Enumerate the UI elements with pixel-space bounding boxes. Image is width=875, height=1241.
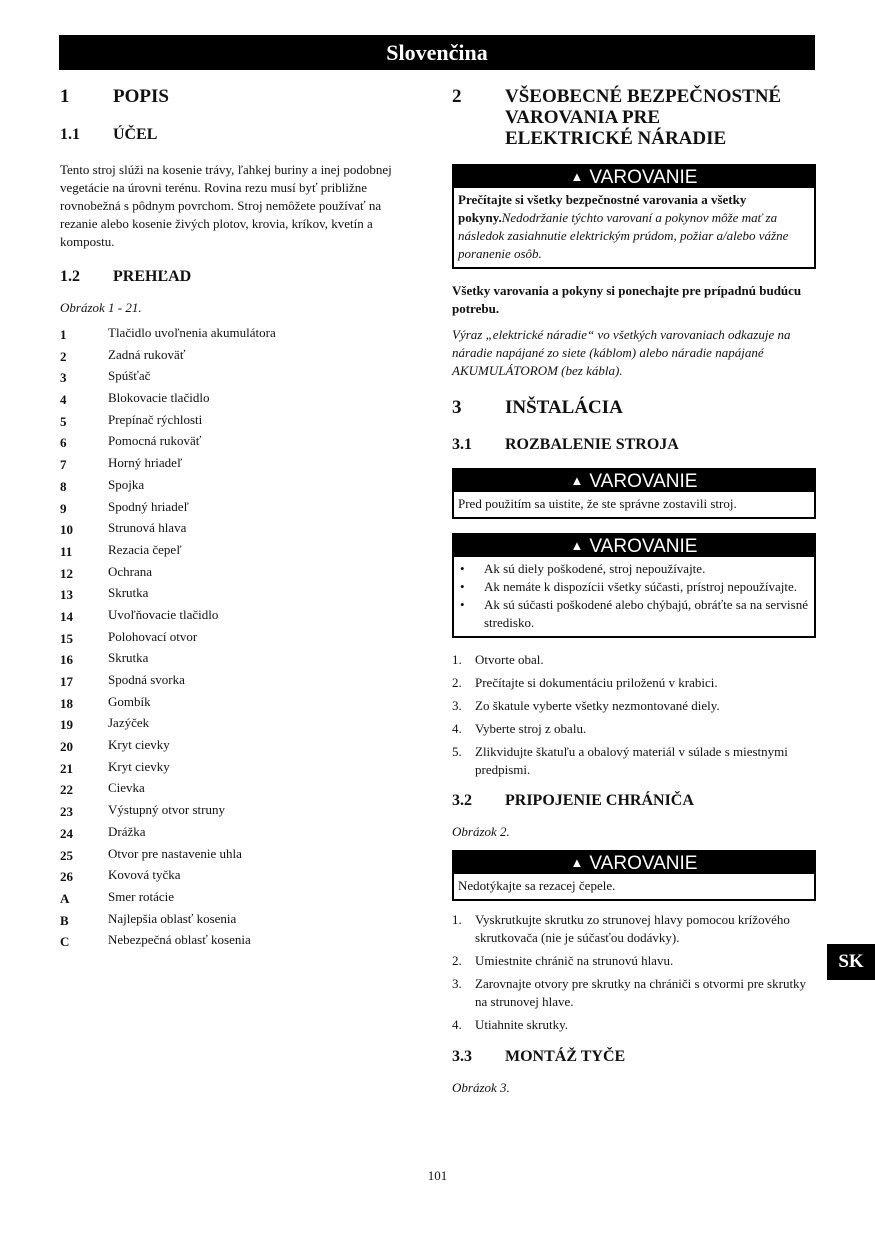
part-label: Jazýček xyxy=(108,715,150,731)
part-number: 14 xyxy=(60,608,73,624)
part-label: Otvor pre nastavenie uhla xyxy=(108,845,242,861)
part-number: 17 xyxy=(60,674,73,689)
part-label: Nebezpečná oblasť kosenia xyxy=(108,932,251,948)
warning-header xyxy=(454,535,814,557)
parts-list-item xyxy=(60,757,405,779)
part-label: Spodný hriadeľ xyxy=(108,498,189,514)
parts-list-item xyxy=(60,627,405,649)
part-label: Skrutka xyxy=(108,585,149,601)
parts-list-item xyxy=(60,778,405,800)
section-number: 2 xyxy=(452,86,462,107)
part-number: 6 xyxy=(60,435,67,451)
section-title: POPIS xyxy=(113,86,169,107)
section-title: PRIPOJENIE CHRÁNIČA xyxy=(505,792,694,809)
warning-body xyxy=(454,188,814,267)
parts-list-item xyxy=(60,497,405,519)
section-number: 3.2 xyxy=(452,792,472,809)
part-number: 9 xyxy=(60,500,67,516)
part-number: 11 xyxy=(60,543,73,559)
warning-triangle-icon: ▲ xyxy=(570,473,584,488)
part-label: Horný hriadeľ xyxy=(108,455,183,471)
part-number: 16 xyxy=(60,652,73,668)
step-number: 3. xyxy=(452,698,462,713)
parts-list-item xyxy=(60,518,405,540)
warning-body: Nedotýkajte sa rezacej čepele. xyxy=(458,878,616,893)
warning-label: VAROVANIE xyxy=(589,536,698,557)
section-3-heading xyxy=(452,397,816,418)
step-number: 2. xyxy=(452,953,462,968)
part-number: A xyxy=(60,890,70,906)
warning-bullet-item xyxy=(458,596,808,632)
warning-triangle-icon: ▲ xyxy=(570,538,584,553)
section-3-3-heading xyxy=(452,1047,816,1067)
title-line: VAROVANIA PRE xyxy=(505,107,661,128)
step-item xyxy=(452,720,816,738)
step-text: Prečítajte si dokumentáciu priloženú v krabici. xyxy=(475,675,718,690)
part-label: Spúšťač xyxy=(108,368,151,384)
warning-label: VAROVANIE xyxy=(589,853,698,874)
section-1-1-heading xyxy=(60,125,405,145)
section-3-2-heading xyxy=(452,791,816,811)
part-label: Blokovacie tlačidlo xyxy=(108,390,210,406)
parts-list-item xyxy=(60,648,405,670)
warning-triangle-icon: ▲ xyxy=(570,169,584,184)
parts-list-item xyxy=(60,540,405,562)
step-number: 2. xyxy=(452,675,462,690)
section-title: ÚČEL xyxy=(113,126,158,143)
parts-list-item xyxy=(60,865,405,887)
part-label: Rezacia čepeľ xyxy=(108,541,182,557)
part-number: 20 xyxy=(60,739,73,755)
step-number: 1. xyxy=(452,912,462,927)
warning-body: Pred použitím sa uistite, že ste správne zostavili stroj. xyxy=(458,496,737,511)
parts-list-item xyxy=(60,475,405,497)
parts-list-item xyxy=(60,431,405,453)
part-label: Tlačidlo uvoľnenia akumulátora xyxy=(108,325,276,340)
part-number: 21 xyxy=(60,760,73,776)
part-number: 26 xyxy=(60,869,73,885)
part-label: Kryt cievky xyxy=(108,737,170,753)
part-label: Zadná rukoväť xyxy=(108,346,186,362)
guard-steps-list xyxy=(452,911,816,1034)
section-number: 3.3 xyxy=(452,1048,472,1065)
warning-triangle-icon: ▲ xyxy=(570,855,584,870)
part-number: 3 xyxy=(60,370,67,386)
step-text: Zlikvidujte škatuľu a obalový materiál v súlade s miestnymi predpismi. xyxy=(475,744,788,777)
part-label: Skrutka xyxy=(108,650,149,666)
step-text: Zo škatule vyberte všetky nezmontované diely. xyxy=(475,698,720,713)
part-label: Gombík xyxy=(108,693,151,709)
part-label: Spojka xyxy=(108,476,145,492)
part-label: Cievka xyxy=(108,780,145,796)
part-number: 4 xyxy=(60,392,67,408)
parts-list-item xyxy=(60,583,405,605)
bullet-icon: • xyxy=(460,561,465,576)
step-number: 4. xyxy=(452,1017,462,1032)
section-number: 1 xyxy=(60,86,70,107)
section-number: 3.1 xyxy=(452,436,472,453)
part-number: 15 xyxy=(60,630,73,646)
part-number: C xyxy=(60,934,70,950)
parts-list-item xyxy=(60,735,405,757)
warning-box-general xyxy=(452,164,816,269)
step-text: Otvorte obal. xyxy=(475,652,544,667)
part-number: 19 xyxy=(60,717,73,733)
parts-list-item xyxy=(60,670,405,692)
step-text: Zarovnajte otvory pre skrutky na chrániči s otvormi pre skrutky na strunovej hlave. xyxy=(475,976,807,1009)
step-number: 3. xyxy=(452,976,462,991)
warning-header xyxy=(454,166,814,188)
part-number: 18 xyxy=(60,695,73,711)
bullet-text: Ak sú diely poškodené, stroj nepoužívajte. xyxy=(484,561,706,576)
part-number: 23 xyxy=(60,804,73,820)
part-label: Ochrana xyxy=(108,563,153,579)
purpose-paragraph: Tento stroj slúži na kosenie trávy, ľahkej buriny a inej podobnej vegetácie na úrovni terénu. Rovina rezu musí byť približne rovnobežná s pôdnym povrchom. Stroj nemôžete používať na rezanie alebo kosenie živých plotov, krovia, kríkov, kvetín a kompostu. xyxy=(60,162,392,249)
step-number: 4. xyxy=(452,721,462,736)
parts-list-item xyxy=(60,930,405,952)
part-label: Kryt cievky xyxy=(108,758,170,774)
step-number: 1. xyxy=(452,652,462,667)
bullet-icon: • xyxy=(460,597,465,612)
parts-list-item xyxy=(60,323,405,345)
language-banner: Slovenčina xyxy=(59,35,815,70)
part-label: Pomocná rukoväť xyxy=(108,433,202,449)
figure-reference: Obrázok 2. xyxy=(452,824,510,839)
part-label: Strunová hlava xyxy=(108,520,187,536)
part-label: Uvoľňovacie tlačidlo xyxy=(108,606,219,622)
section-number: 1.1 xyxy=(60,126,80,143)
bullet-text: Ak nemáte k dispozícii všetky súčasti, prístroj nepoužívajte. xyxy=(484,579,798,594)
part-label: Spodná svorka xyxy=(108,672,185,687)
parts-list-item xyxy=(60,388,405,410)
step-item xyxy=(452,911,816,947)
parts-list-item xyxy=(60,909,405,931)
part-number: 12 xyxy=(60,565,73,581)
section-title xyxy=(505,86,781,149)
section-3-1-heading xyxy=(452,435,816,455)
step-text: Umiestnite chránič na strunovú hlavu. xyxy=(475,953,674,968)
part-label: Polohovací otvor xyxy=(108,628,198,644)
section-1-heading xyxy=(60,86,405,107)
parts-list-item xyxy=(60,713,405,735)
section-2-heading xyxy=(452,86,816,149)
warning-header xyxy=(454,470,814,492)
keep-instructions-text: Všetky varovania a pokyny si ponechajte pre prípadnú budúcu potrebu. xyxy=(452,283,802,316)
part-number: 24 xyxy=(60,825,73,841)
figure-reference: Obrázok 3. xyxy=(452,1080,510,1095)
parts-list-item xyxy=(60,366,405,388)
part-label: Najlepšia oblasť kosenia xyxy=(108,910,237,926)
step-item xyxy=(452,975,816,1011)
step-item xyxy=(452,651,816,669)
part-label: Drážka xyxy=(108,823,146,839)
part-label: Výstupný otvor struny xyxy=(108,802,225,818)
parts-list-item xyxy=(60,410,405,432)
part-number: 13 xyxy=(60,587,73,603)
page-number: 101 xyxy=(427,1168,448,1183)
section-title: PREHĽAD xyxy=(113,268,192,285)
step-item xyxy=(452,743,816,779)
warning-box-parts xyxy=(452,533,816,638)
left-column xyxy=(60,86,405,952)
warning-header xyxy=(454,852,814,874)
parts-list-item xyxy=(60,822,405,844)
parts-list-item xyxy=(60,887,405,909)
warning-bullet-item xyxy=(458,560,808,578)
bullet-icon: • xyxy=(460,579,465,594)
section-number: 3 xyxy=(452,397,462,418)
warning-bullet-list xyxy=(458,560,808,632)
part-label: Prepínač rýchlosti xyxy=(108,411,203,427)
warning-label: VAROVANIE xyxy=(589,471,698,492)
warning-box-assembly xyxy=(452,468,816,519)
section-title: INŠTALÁCIA xyxy=(505,397,623,418)
step-text: Utiahnite skrutky. xyxy=(475,1017,569,1032)
part-label: Kovová tyčka xyxy=(108,867,181,883)
step-number: 5. xyxy=(452,744,462,759)
step-text: Vyskrutkujte skrutku zo strunovej hlavy pomocou krížového skrutkovača (nie je súčasťou dodávky). xyxy=(475,912,790,945)
warning-body xyxy=(454,557,814,636)
part-number: 2 xyxy=(60,348,67,364)
parts-list-item xyxy=(60,453,405,475)
right-column xyxy=(452,86,816,1097)
part-number: B xyxy=(60,912,69,928)
warning-bold-text: Prečítajte si všetky bezpečnostné varovania a všetky pokyny. xyxy=(458,192,747,225)
part-number: 10 xyxy=(60,522,73,538)
power-tool-term-text: Výraz „elektrické náradie“ vo všetkých varovaniach odkazuje na náradie napájané zo siete (káblom) alebo náradie napájané AKUMULÁTOROM (bez kábla). xyxy=(452,327,791,378)
section-1-2-heading xyxy=(60,267,405,287)
parts-list-item xyxy=(60,692,405,714)
title-line: VŠEOBECNÉ BEZPEČNOSTNÉ xyxy=(505,86,782,107)
unpack-steps-list xyxy=(452,651,816,779)
step-item xyxy=(452,952,816,970)
section-title: ROZBALENIE STROJA xyxy=(505,436,679,453)
step-item xyxy=(452,1016,816,1034)
warning-label: VAROVANIE xyxy=(589,167,698,188)
section-title: MONTÁŽ TYČE xyxy=(505,1048,626,1065)
part-label: Smer rotácie xyxy=(108,888,175,904)
parts-list-item xyxy=(60,345,405,367)
parts-list-item xyxy=(60,800,405,822)
part-number: 1 xyxy=(60,327,67,342)
part-number: 25 xyxy=(60,847,73,863)
step-item xyxy=(452,674,816,692)
step-item xyxy=(452,697,816,715)
bullet-text: Ak sú súčasti poškodené alebo chýbajú, obráťte sa na servisné stredisko. xyxy=(484,597,808,630)
part-number: 7 xyxy=(60,457,67,473)
part-number: 22 xyxy=(60,782,73,798)
part-number: 5 xyxy=(60,413,67,429)
language-side-tab: SK xyxy=(827,944,875,980)
warning-bullet-item xyxy=(458,578,808,596)
warning-box-blade xyxy=(452,850,816,901)
parts-list-item xyxy=(60,605,405,627)
part-number: 8 xyxy=(60,478,67,494)
parts-list-item xyxy=(60,844,405,866)
warning-italic-text: Nedodržanie týchto varovaní a pokynov môže mať za následok zasiahnutie elektrickým prúdom, požiar a/alebo vážne poranenie osôb. xyxy=(458,210,789,261)
parts-list-item xyxy=(60,562,405,584)
section-number: 1.2 xyxy=(60,268,80,285)
title-line: ELEKTRICKÉ NÁRADIE xyxy=(505,128,727,149)
step-text: Vyberte stroj z obalu. xyxy=(475,721,587,736)
figure-reference: Obrázok 1 - 21. xyxy=(60,300,142,315)
parts-list xyxy=(60,323,405,952)
